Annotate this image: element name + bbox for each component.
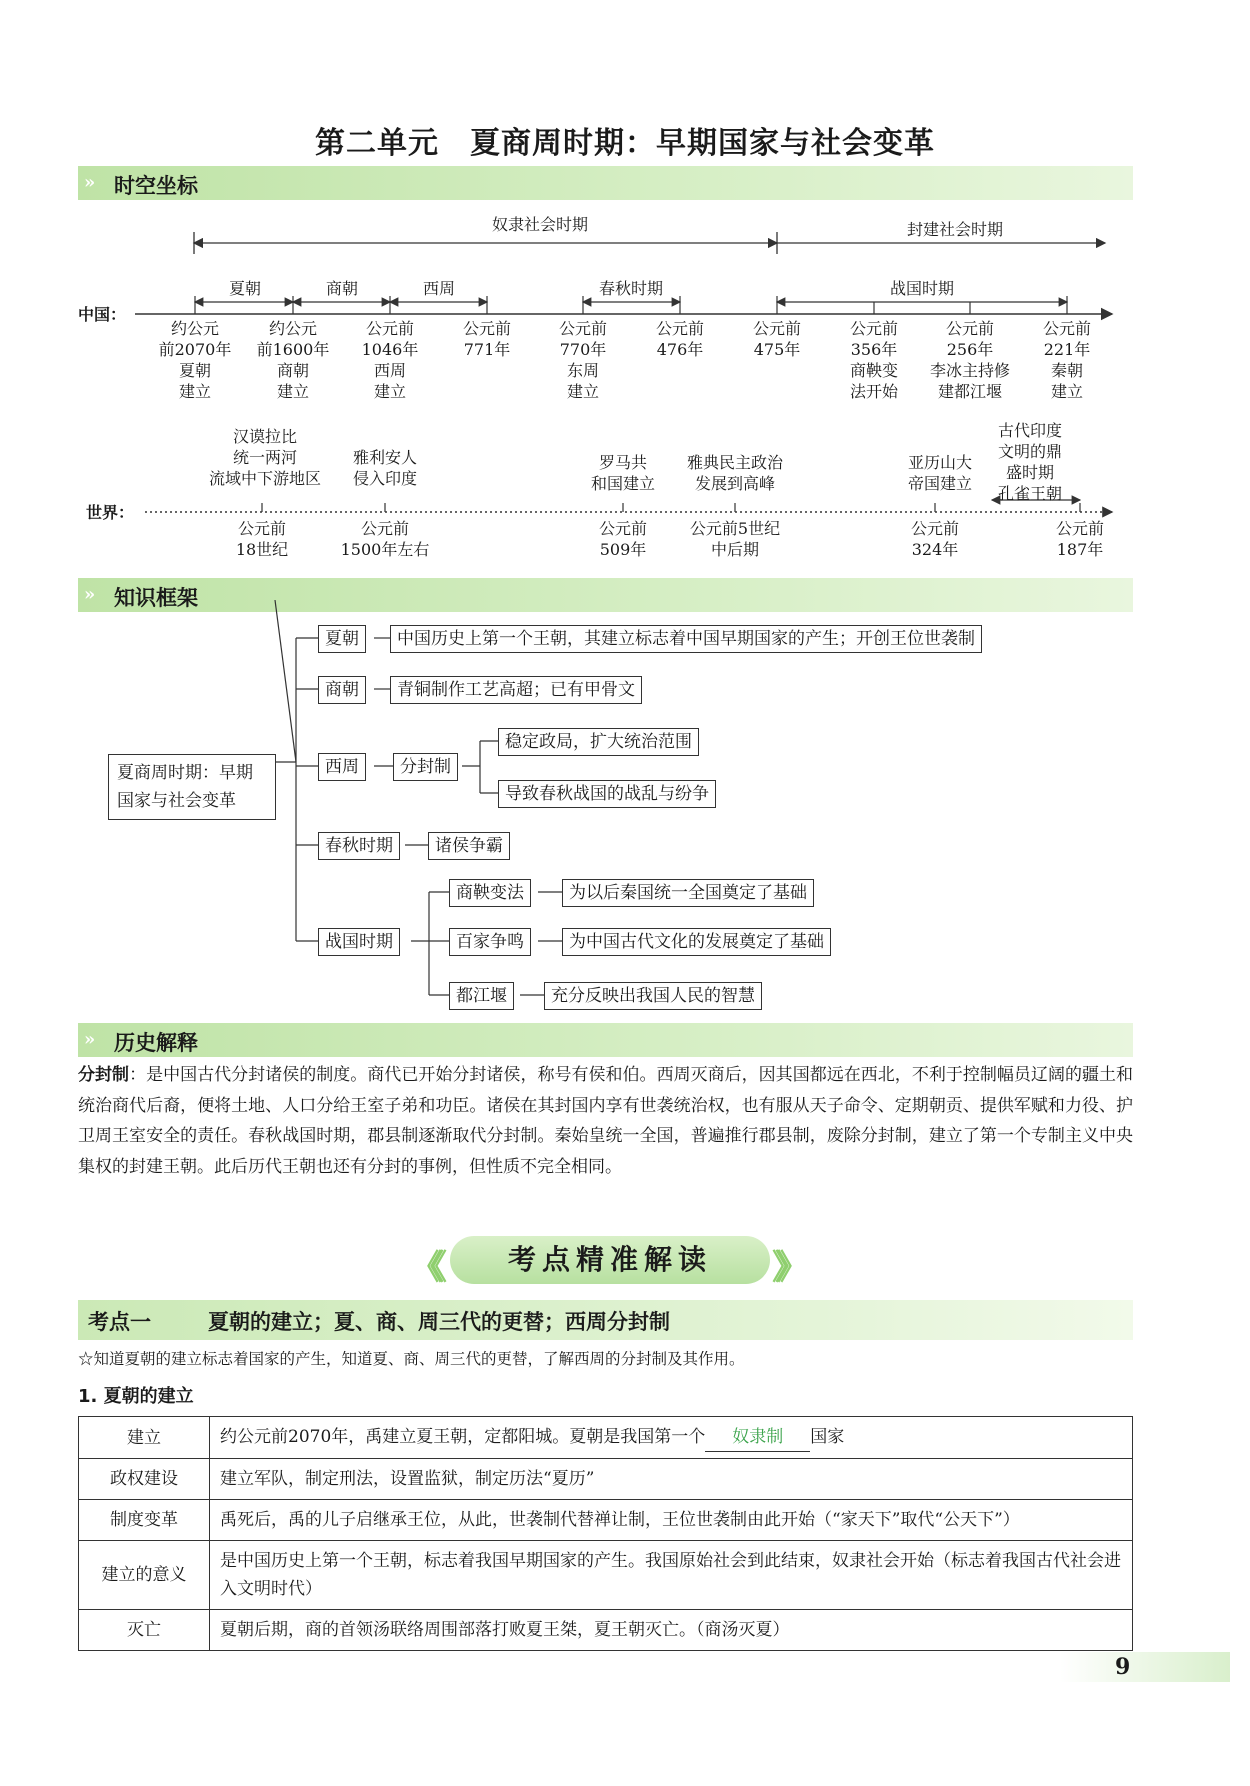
world-event: 古代印度 文明的鼎 盛时期 孔雀王朝 — [997, 421, 1062, 503]
node-zhanguo-desc: 充分反映出我国人民的智慧 — [544, 982, 762, 1010]
world-label: 世界： — [86, 503, 135, 522]
world-event: 雅利安人 侵入印度 — [352, 448, 417, 488]
china-event: 约公元 前1600年 商朝 建立 — [256, 319, 330, 401]
node-xia: 夏朝 — [318, 625, 366, 653]
china-event: 公元前 771年 — [462, 319, 511, 359]
xia-table — [78, 1416, 1133, 1651]
framework-root: 夏商周时期：早期国家与社会变革 — [108, 754, 276, 820]
node-chunqiu-desc: 诸侯争霸 — [428, 832, 510, 860]
china-event: 公元前 476年 — [655, 319, 704, 359]
world-event: 亚历山大 帝国建立 — [907, 453, 972, 493]
section-title: 历史解释 — [114, 1031, 198, 1055]
table-cell: 夏朝后期，商的首领汤联络周围部落打败夏王桀，夏王朝灭亡。（商汤灭夏） — [210, 1610, 1133, 1651]
table-head: 政权建设 — [79, 1459, 210, 1500]
explanation-term: 分封制 — [78, 1065, 130, 1085]
period-feudal-label: 封建社会时期 — [906, 220, 1003, 239]
china-event: 公元前 256年 李冰主持修 建都江堰 — [929, 319, 1010, 401]
kaodian-bar — [78, 1300, 1133, 1340]
china-event: 公元前 1046年 西周 建立 — [361, 319, 419, 401]
world-date: 公元前 509年 — [598, 519, 647, 559]
world-date: 公元前 1500年左右 — [340, 519, 430, 559]
node-zhanguo: 战国时期 — [318, 928, 400, 956]
dynasty-xia: 夏朝 — [228, 279, 261, 298]
china-event: 公元前 770年 东周 建立 — [558, 319, 607, 401]
chevron-icon: » — [84, 584, 90, 605]
node-zhanguo-desc: 为以后秦国统一全国奠定了基础 — [562, 879, 814, 907]
node-zhanguo-item: 都江堰 — [449, 982, 514, 1010]
node-fenfeng: 分封制 — [393, 753, 458, 781]
china-event: 约公元 前2070年 夏朝 建立 — [158, 319, 232, 401]
chevron-left-icon: 《《 — [410, 1248, 433, 1288]
dynasty-xizhou: 西周 — [422, 279, 455, 298]
answer-blank: 奴隶制 — [705, 1423, 810, 1452]
page-title: 第二单元 夏商周时期：早期国家与社会变革 — [315, 126, 935, 161]
kaodian-tag: 考点一 — [88, 1310, 151, 1334]
node-shang: 商朝 — [318, 676, 366, 704]
section-bar-explanation — [78, 1023, 1133, 1057]
chevron-icon: » — [84, 172, 90, 193]
banner-title: 考点精准解读 — [450, 1236, 770, 1284]
node-zhanguo-item: 百家争鸣 — [449, 928, 531, 956]
table-row — [79, 1541, 1133, 1610]
kaodian-subtitle: 1. 夏朝的建立 — [78, 1386, 194, 1407]
table-head: 建立的意义 — [79, 1541, 210, 1610]
table-cell: 是中国历史上第一个王朝，标志着我国早期国家的产生。我国原始社会到此结束，奴隶社会开始（标志着我国古代社会进入文明时代） — [210, 1541, 1133, 1610]
node-shang-desc: 青铜制作工艺高超；已有甲骨文 — [390, 676, 642, 704]
banner — [410, 1236, 810, 1288]
chevron-right-icon: 》》 — [772, 1248, 795, 1288]
table-head: 建立 — [79, 1417, 210, 1459]
table-row — [79, 1459, 1133, 1500]
page-number: 9 — [1115, 1654, 1131, 1680]
table-row — [79, 1417, 1133, 1459]
dynasty-chunqiu: 春秋时期 — [598, 279, 663, 298]
china-event: 公元前 356年 商鞅变 法开始 — [849, 319, 898, 401]
table-head: 制度变革 — [79, 1500, 210, 1541]
world-date: 公元前5世纪 中后期 — [689, 519, 781, 559]
table-cell: 约公元前2070年，禹建立夏王朝，定都阳城。夏朝是我国第一个 奴隶制 国家 — [210, 1417, 1133, 1459]
kaodian-goal: ☆知道夏朝的建立标志着国家的产生，知道夏、商、周三代的更替，了解西周的分封制及其作用。 — [78, 1350, 745, 1368]
explanation-paragraph: 分封制：是中国古代分封诸侯的制度。商代已开始分封诸侯，称号有侯和伯。西周灭商后，因其国都远在西北，不利于控制幅员辽阔的疆土和统治商代后裔，便将土地、人口分给王室子弟和功臣。诸侯在其封国内享有世袭统治权，也有服从天子命令、定期朝贡、提供军赋和力役、护卫周王室安全的责任。春秋战国时期，郡县制逐渐取代分封制。秦始皇统一全国，普遍推行郡县制，废除分封制，建立了第一个专制主义中央集权的封建王朝。此后历代王朝也还有分封的事例，但性质不完全相同。 — [78, 1065, 1134, 1177]
world-date: 公元前 187年 — [1055, 519, 1104, 559]
china-label: 中国： — [78, 305, 127, 324]
node-zhanguo-item: 商鞅变法 — [449, 879, 531, 907]
table-cell: 禹死后，禹的儿子启继承王位，从此，世袭制代替禅让制，王位世袭制由此开始（“家天下”取代“公天下”） — [210, 1500, 1133, 1541]
node-zhanguo-desc: 为中国古代文化的发展奠定了基础 — [562, 928, 831, 956]
table-row — [79, 1610, 1133, 1651]
table-cell: 建立军队，制定刑法，设置监狱，制定历法“夏历” — [210, 1459, 1133, 1500]
node-xizhou: 西周 — [318, 753, 366, 781]
china-event: 公元前 475年 — [752, 319, 801, 359]
section-title: 时空坐标 — [114, 174, 198, 198]
dynasty-shang: 商朝 — [325, 279, 358, 298]
world-event: 雅典民主政治 发展到高峰 — [686, 453, 783, 493]
chevron-icon: » — [84, 1029, 90, 1050]
node-fenfeng-effect: 导致春秋战国的战乱与纷争 — [498, 780, 716, 808]
china-event: 公元前 221年 秦朝 建立 — [1042, 319, 1091, 401]
table-head: 灭亡 — [79, 1610, 210, 1651]
table-row — [79, 1500, 1133, 1541]
world-date: 公元前 324年 — [910, 519, 959, 559]
section-title: 知识框架 — [114, 586, 198, 610]
world-date: 公元前 18世纪 — [235, 519, 289, 559]
world-event: 罗马共 和国建立 — [590, 453, 655, 493]
period-slave-label: 奴隶社会时期 — [491, 215, 588, 234]
node-xia-desc: 中国历史上第一个王朝，其建立标志着中国早期国家的产生；开创王位世袭制 — [390, 625, 982, 653]
dynasty-zhanguo: 战国时期 — [889, 279, 954, 298]
kaodian-title: 夏朝的建立；夏、商、周三代的更替；西周分封制 — [208, 1310, 670, 1334]
page-number-bar — [1060, 1652, 1230, 1682]
world-event: 汉谟拉比 统一两河 流域中下游地区 — [208, 427, 321, 488]
node-chunqiu: 春秋时期 — [318, 832, 400, 860]
node-fenfeng-effect: 稳定政局，扩大统治范围 — [498, 728, 699, 756]
